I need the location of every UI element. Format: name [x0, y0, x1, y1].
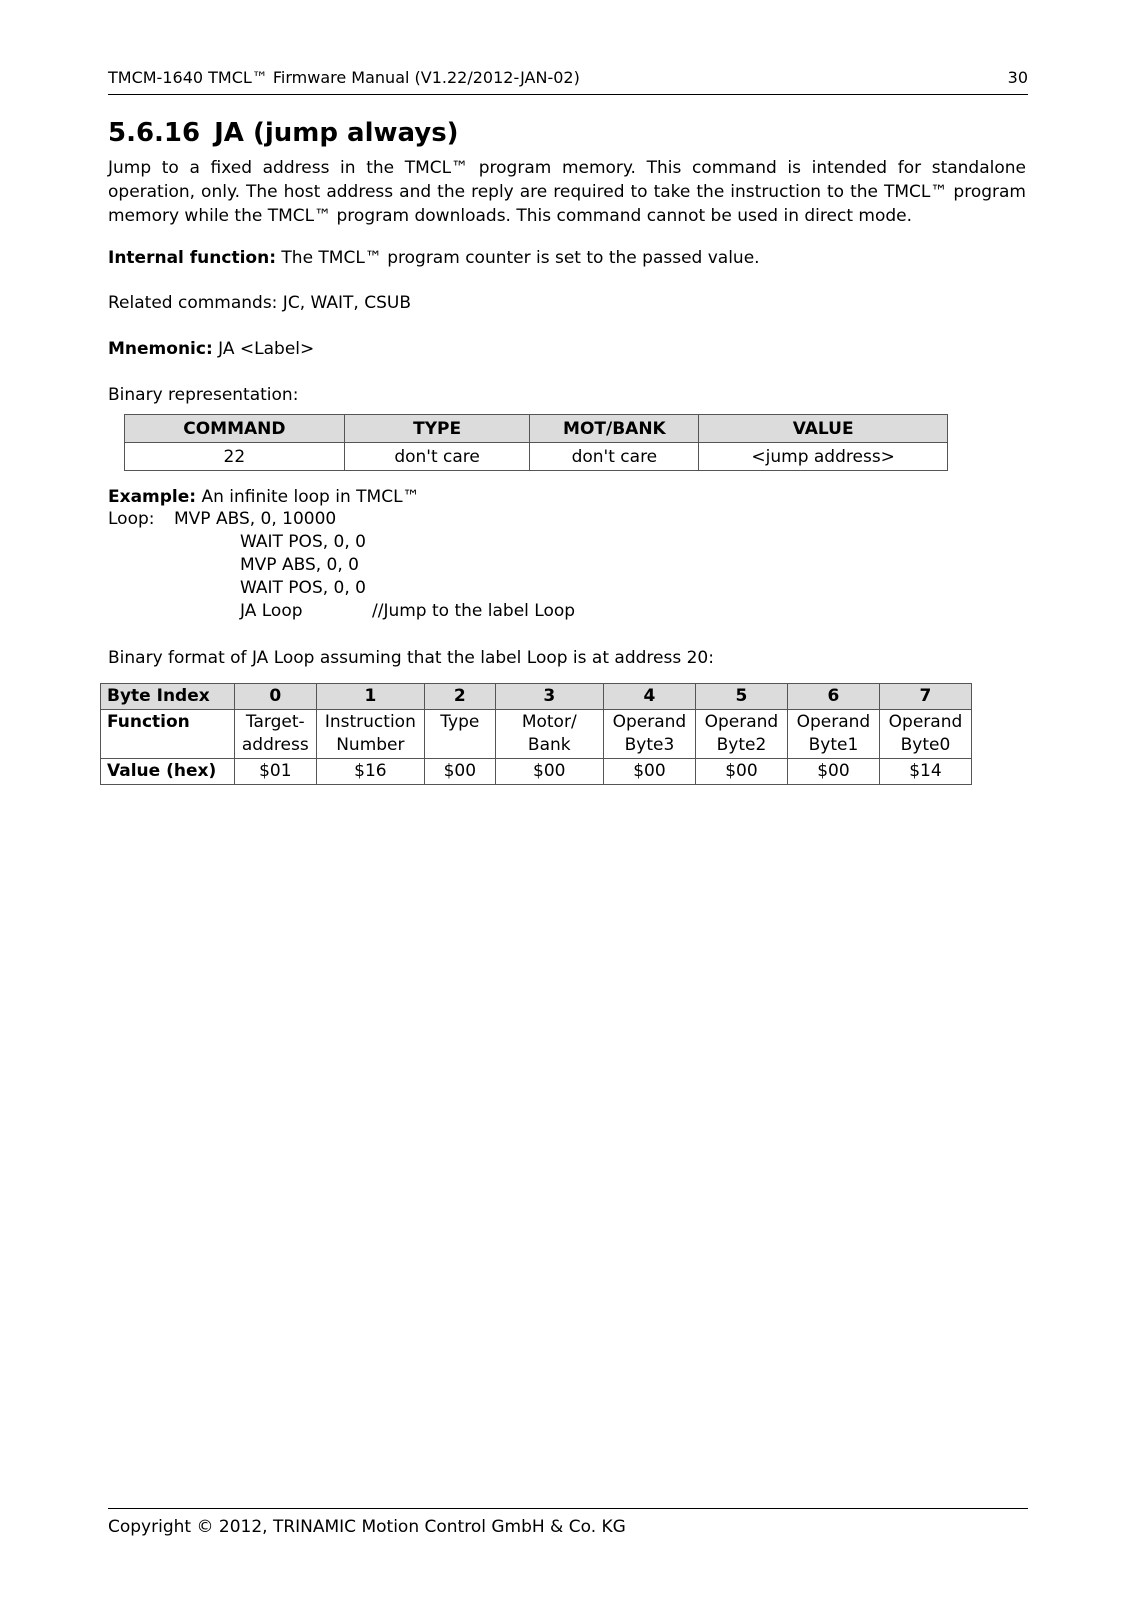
function-cell	[495, 710, 603, 759]
byte-index-cell: 7	[879, 684, 971, 710]
table-cell: <jump address>	[699, 443, 948, 471]
function-line: Type	[440, 712, 480, 732]
column-header: TYPE	[344, 415, 530, 443]
example-label: Example:	[108, 487, 197, 507]
function-cell	[425, 710, 496, 759]
page-header	[108, 68, 1028, 95]
example-line	[108, 485, 1026, 509]
mnemonic	[108, 337, 1026, 361]
function-line: Byte3	[624, 735, 675, 755]
function-line: Motor/	[521, 712, 577, 732]
table-row	[125, 443, 948, 471]
function-row	[101, 710, 972, 759]
internal-function-label: Internal function:	[108, 248, 276, 268]
table-cell: 22	[125, 443, 345, 471]
code-line: MVP ABS, 0, 10000	[174, 509, 337, 529]
value-row	[101, 759, 972, 785]
value-cell: $00	[603, 759, 695, 785]
value-cell: $01	[234, 759, 316, 785]
code-line: JA Loop	[240, 601, 303, 621]
function-line: address	[241, 735, 309, 755]
code-comment: //Jump to the label Loop	[372, 601, 576, 621]
binary-rep-caption: Binary representation:	[108, 385, 299, 405]
function-line: Bank	[527, 735, 571, 755]
byte-index-cell: 6	[787, 684, 879, 710]
function-line: Operand	[612, 712, 687, 732]
related-commands: Related commands: JC, WAIT, CSUB	[108, 293, 411, 313]
internal-function-text: The TMCL™ program counter is set to the passed value.	[276, 248, 760, 268]
function-line: Number	[336, 735, 405, 755]
byte-index-cell: 1	[316, 684, 424, 710]
column-header: COMMAND	[125, 415, 345, 443]
code-line: WAIT POS, 0, 0	[240, 532, 366, 552]
column-header: MOT/BANK	[530, 415, 699, 443]
page-number: 30	[1007, 68, 1028, 87]
column-header: VALUE	[699, 415, 948, 443]
value-cell: $00	[425, 759, 496, 785]
function-line: Operand	[888, 712, 963, 732]
value-cell: $00	[495, 759, 603, 785]
function-cell	[695, 710, 787, 759]
table-header-row	[125, 415, 948, 443]
function-cell	[316, 710, 424, 759]
table-cell: don't care	[530, 443, 699, 471]
page-footer: Copyright © 2012, TRINAMIC Motion Control GmbH & Co. KG	[108, 1508, 1028, 1537]
function-line: Byte0	[900, 735, 951, 755]
value-cell: $14	[879, 759, 971, 785]
byte-index-cell: 3	[495, 684, 603, 710]
byte-index-row	[101, 684, 972, 710]
value-cell: $00	[787, 759, 879, 785]
loop-label: Loop:	[108, 509, 155, 529]
table-cell: don't care	[344, 443, 530, 471]
byte-index-cell: 0	[234, 684, 316, 710]
section-heading	[108, 118, 459, 148]
code-line: WAIT POS, 0, 0	[240, 578, 366, 598]
section-number: 5.6.16	[108, 118, 201, 148]
row-label: Value (hex)	[101, 759, 235, 785]
row-label: Byte Index	[101, 684, 235, 710]
document-title: TMCM-1640 TMCL™ Firmware Manual (V1.22/2012-JAN-02)	[108, 68, 580, 87]
byte-index-cell: 5	[695, 684, 787, 710]
value-cell: $16	[316, 759, 424, 785]
example-text: An infinite loop in TMCL™	[196, 487, 420, 507]
section-title: JA (jump always)	[214, 118, 459, 148]
mnemonic-text: JA <Label>	[212, 339, 315, 359]
row-label: Function	[101, 710, 235, 759]
function-cell	[879, 710, 971, 759]
byte-index-cell: 2	[425, 684, 496, 710]
function-line: Byte1	[808, 735, 859, 755]
function-cell	[787, 710, 879, 759]
function-line: Byte2	[716, 735, 767, 755]
code-line: MVP ABS, 0, 0	[240, 555, 359, 575]
function-line: Target-	[245, 712, 305, 732]
byte-index-cell: 4	[603, 684, 695, 710]
mnemonic-label: Mnemonic:	[108, 339, 213, 359]
function-line: Operand	[704, 712, 779, 732]
function-line: Instruction	[324, 712, 416, 732]
function-cell	[234, 710, 316, 759]
binary-representation-table	[124, 414, 948, 471]
internal-function	[108, 246, 1026, 270]
function-cell	[603, 710, 695, 759]
binary-format-table	[100, 683, 972, 785]
binary-format-caption: Binary format of JA Loop assuming that the label Loop is at address 20:	[108, 648, 714, 668]
function-line: Operand	[796, 712, 871, 732]
intro-paragraph: Jump to a fixed address in the TMCL™ program memory. This command is intended for standalone operation, only. The host address and the reply are required to take the instruction to the TMCL™ program memory while the TMCL™ program downloads. This command cannot be used in direct mode.	[108, 158, 1026, 226]
value-cell: $00	[695, 759, 787, 785]
